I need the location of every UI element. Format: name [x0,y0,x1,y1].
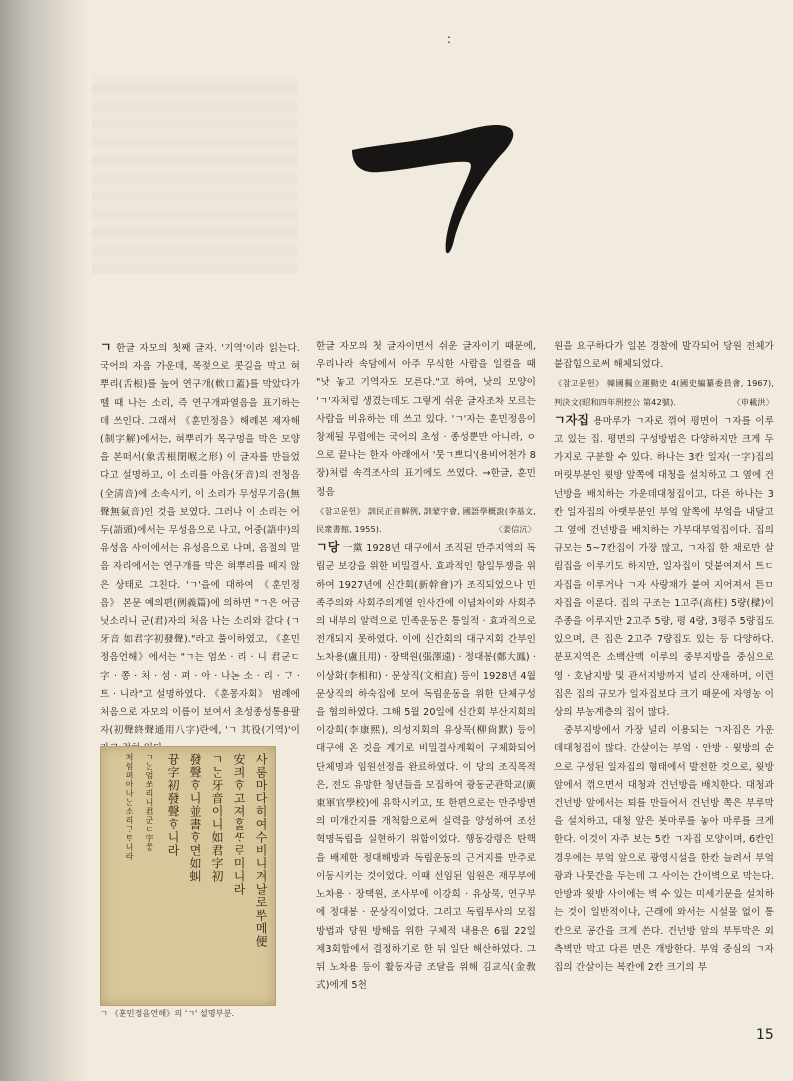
figure-caption: ㄱ 《훈민정음언해》의 'ㄱ' 설명부분. [100,1008,235,1018]
entry-giyeok-party [316,538,536,995]
entry-continuation [554,338,774,374]
manuscript-column: 처ᅀᅥᆷ펴아나ᄂᆞᆫ소리ᄀᆞᄐᆞ니라 [125,753,134,861]
entry-term: ㄱ [100,340,112,354]
entry-text: 한글 자모의 첫 글자이면서 쉬운 글자이기 때문에, 우리나라 속담에서 아주 무식한 사람을 일컬을 때 "낫 놓고 기역자도 모른다."고 하여, 낫의 모양이 'ㄱ'자처럼 생겼는데도 그렇게 쉬운 글자조차 모르는 사람을 비유하는 데 쓰고 있다. 'ㄱ'자는 훈민정음이 창제될 무렵에는 국어의 초성 · 종성뿐만 아니라, ㅇ으로 끝나는 한자 아래에서 '뭇ㄱ쁘디'(용비어천가 8장)처럼 속격조사의 표기에도 쓰였다. →한글, 훈민정음 [316,341,536,498]
header-mark: : [446,32,452,46]
manuscript-column: 安킈ᄒᆞ고져ᄒᆞᆯᄯᆞᄅᆞ미니라 [232,753,246,896]
entry-continuation [316,338,536,502]
manuscript-column: 뀽字初發聲ᄒᆞ니라 [166,753,180,857]
entry-giyeok-house-paragraph [554,722,774,977]
page-number: 15 [756,1027,774,1043]
entry-term: ㄱ자집 [554,412,590,427]
right-column [554,338,774,977]
entry-giyeok [100,338,300,759]
reference-text: 《참고문헌》 韓國獨立運動史 4(國史編纂委員會, 1967), 判決文(昭和四年刑控公 第42號). [554,378,774,407]
reference-text: 《참고문헌》 訓民正音解例, 訓蒙字會, 國語學概說(李基文, 民衆書館, 1955). [316,505,536,535]
middle-column [316,338,536,995]
author-name: 〈申載洪〉 [732,396,774,407]
entry-text: 중부지방에서 가장 널리 이용되는 ㄱ자집은 가운데대청집이 많다. 간살이는 부엌 · 안방 · 윗방의 순으로 구성된 일자집의 형태에서 발전한 것으로, 윗방 앞에서 꺾으면서 대청과 건넌방을 배치한다. 대청과 건넌방 앞에서는 퇴를 만들어서 건넌방 쪽은 부루막을 설치하고, 대청 앞은 봇마루를 놓아 마루를 크게 한다. 이것이 자주 보는 5칸 ㄱ자집 모양이며, 6칸인 경우에는 부엌 앞으로 광영시설을 한칸 늘려서 부엌광과 나뭇간을 두는데 그 사이는 간이벽으로 막는다. 안방과 윗방 사이에는 벽 수 있는 미세기문을 설치하는 것이 일반적이나, 근래에 와서는 시설물 없이 통칸으로 공간을 크게 쓴다. 건넌방 앞의 부투막은 외측벽만 막고 다른 면은 개방한다. 부엌 중심의 ㄱ자집의 간살이는 복칸에 2칸 크기의 부 [554,725,774,973]
left-column [100,338,300,759]
reference-note [316,502,536,538]
manuscript-column: 發聲ᄒᆞ니並書ᄒᆞ면如虯 [188,753,202,883]
manuscript-column: ㄱᄂᆞᆫ엄쏘리니君군ㄷ字ᄍᆞᆼ [145,753,154,852]
entry-term: ㄱ당 [316,540,340,555]
manuscript-column: ㄱᄂᆞᆫ牙音이니如君字初 [210,753,224,883]
entry-text: 원을 요구하다가 일본 경찰에 발각되어 당원 전체가 붙잡힘으로써 해체되었다. [554,341,774,371]
entry-text: 한글 자모의 첫째 글자. '기역'이라 읽는다. 국어의 자음 가운데, 목젖으로 콧길을 막고 혀뿌리(舌根)를 높여 연구개(軟口蓋)를 막았다가 뗄 때 나는 소리, 즉 연구개파열음을 표기하는 데 쓰인다. 그래서 《훈민정음》해례본 제자해(制字解)에서는, 혀뿌리가 목구멍을 막은 모양을 본떠서(象舌根閉喉之形) 이 글자를 만들었다고 설명하고, 이 소리를 아음(牙音)의 전청음(全淸音)에 소속시키, 이 소리가 무성무기음(無聲無氣音)인 것을 보였다. 그러나 이 소리는 어두(語頭)에서는 무성음으로 나고, 어중(語中)의 유성음 사이에서는 유성음으로 나며, 음절의 말음 자리에서는 연구개를 막은 혀뿌리를 떼지 않은 상태로 그친다. 'ㄱ'을에 대하여 《훈민정음》 본문 예의편(例義篇)에 의하면 "ㄱ은 어금닛소리니 군(君)자의 처음 나는 소리와 같다 (ㄱ 牙音 如君字初發聲)."라고 풀이하였고, 《훈민정음언해》에서는 "ㄱ는 엄쏘 · 리 · 니 君군ㄷ字 · 쫑 · 처 · 섬 · 펴 · 아 · 나논 소 · 리 · ᄀᆞ · 트 · 니라"고 설명하였다. 《훈몽자회》 범례에 처음으로 자모의 이름이 보여서 초성종성통용팔자(初聲終聲通用八字)란에, 'ㄱ 其役(기역)'이 [100,343,300,737]
book-spine-shadow [0,0,86,1081]
entry-giyeok-house [554,411,774,722]
manuscript-figure [100,746,276,1006]
author-name: 〈姜信沆〉 [494,524,536,535]
entry-text: 용마루가 ㄱ자로 꺾여 평면이 ㄱ자를 이루고 있는 집. 평면의 구성방법은 다양하지만 크게 두가지로 구분할 수 있다. 하나는 3칸 일자(一字)집의 머릿부분인 윗방 앞쪽에 대청을 설치하고 그 옆에 건넌방을 배치하는 가운데대청집이고, 다른 하나는 3칸 일자집의 아랫부분인 부엌 앞쪽에 부엌을 내달고 그 옆에 건넌방을 배치하는 가부대부엌집이다. 집의 규모는 5~7칸집이 가장 많고, ㄱ자집 한 채로만 살림집을 이루기도 하지만, 일자집이 덧붙여져서 트ㄷ자집을 이루거나 ㄱ자 사랑채가 붙여 지어져서 튼ㅁ자집을 이룬다. 집의 구조는 1고주(高柱) 5량(樑)이 주종을 이루지만 2고주 5량, 평 4량, 3평주 5량집도 있으며, 큰 집은 2고주 7량집도 있는 등 다양하다. 분포지역은 소백산맥 이루의 중부지방을 중심으로 영 · 호남지방 및 관서지방까지 널리 산재하며, 이런 집은 집의 규모가 일자집보다 크기 때문에 자영농 이상의 부농계층의 집이 많다. [554,415,774,719]
big-letter-glyph [350,120,520,260]
entry-text: 一黨 1928년 대구에서 조직된 만주지역의 독립군 보강을 위한 비밀결사. 효과적인 항일투쟁을 위하여 1927년에 신간회(新幹會)가 조직되었으나 민족주의와 사회주의계열 인사간에 이념차이와 사회주의 내부의 알력으로 민족운동은 통일적 · 효과적으로 전개되지 못하였다. 이에 신간회의 대구지회 간부인 노차용(盧且用) · 장택원(張澤遠) · 정대봉(鄭大鳳) · 이상화(李相和) · 문상직(文相直) 등이 1928년 4월 문상직의 하숙집에 모여 독립운동을 위한 단체구성을 협의하였다. 그해 5월 20일에 신간회 부산지회의 이강희(李康熙), 의성지회의 유상묵(柳尙默) 등이 대구에 온 것을 계기로 비밀결사계획이 구체화되어 단체명과 임원선정을 완료하였다. 이 당의 조직목적은, 전도 유망한 청년들을 모집하여 광동군관학교(廣東軍官學校)에 유학시키고, 또 한편으로는 만주방면의 미개간지를 개척함으로써 실력을 양성하여 조선혁명독립을 실현하기 위함이었다. 행동강령은 탄핵을 배제한 정대해방과 독립운동의 근거지를 만주로 이동시키는 것이었다. 이때 선임된 임원은 재무부에 노차용 · 장택원, 조사부에 이강희 · 유상묵, 연구부에 정대봉 · 문상직이었다. 그리고 독립투사의 모집방법과 당원 방해을 위한 구체적 내용은 6월 22일 제3회합에서 결정하기로 한 뒤 일단 해산하였다. 그뒤 노차용 등이 활동자금 조달을 위해 김교식(金敎式)에게 5천 [316,543,536,992]
reference-note [554,374,774,410]
manuscript-column: 사룸마다히여수비니겨날로ᄡᅮ메便 [254,753,268,948]
faded-text-block [92,75,297,275]
